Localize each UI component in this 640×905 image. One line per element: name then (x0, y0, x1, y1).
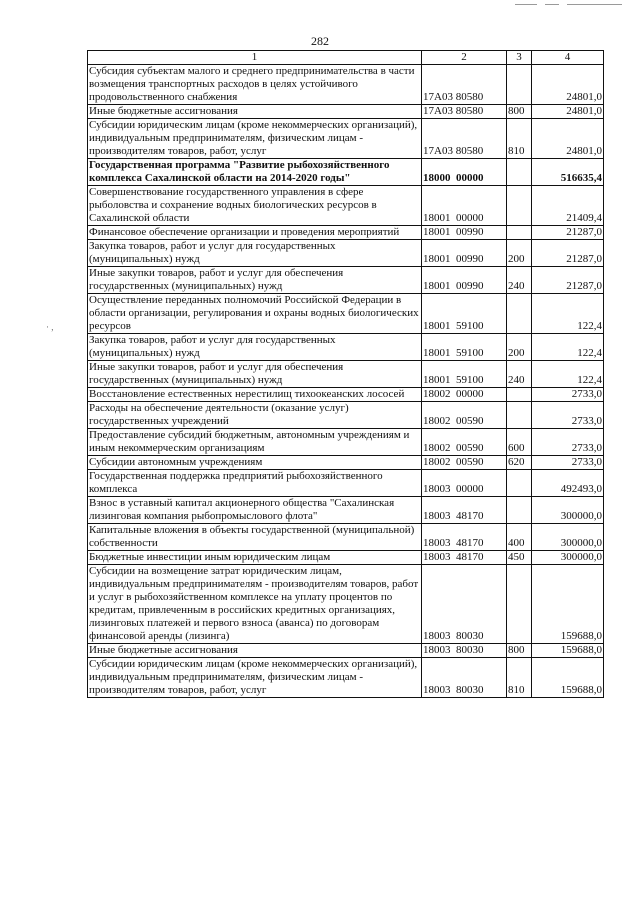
row-name: Восстановление естественных нерестилищ тихоокеанских лососей (88, 388, 422, 402)
row-code: 18002 00590 (422, 429, 507, 456)
budget-table (87, 50, 604, 698)
row-expense-type (507, 294, 532, 334)
table-row (88, 361, 604, 388)
row-name: Взнос в уставный капитал акционерного общества "Сахалинская лизинговая компания рыбопромыслового флота" (88, 497, 422, 524)
row-code: 18003 80030 (422, 658, 507, 698)
row-name: Капитальные вложения в объекты государственной (муниципальной) собственности (88, 524, 422, 551)
row-expense-type: 800 (507, 105, 532, 119)
column-header-3: 3 (507, 51, 532, 65)
row-code: 18003 48170 (422, 551, 507, 565)
row-code: 18002 00590 (422, 402, 507, 429)
row-name: Закупка товаров, работ и услуг для государственных (муниципальных) нужд (88, 240, 422, 267)
row-expense-type: 810 (507, 119, 532, 159)
row-amount: 21409,4 (532, 186, 604, 226)
row-name: Иные закупки товаров, работ и услуг для обеспечения государственных (муниципальных) нужд (88, 361, 422, 388)
row-name: Иные закупки товаров, работ и услуг для обеспечения государственных (муниципальных) нужд (88, 267, 422, 294)
row-amount: 122,4 (532, 334, 604, 361)
row-code: 18002 00590 (422, 456, 507, 470)
row-amount: 122,4 (532, 361, 604, 388)
row-code: 18003 48170 (422, 497, 507, 524)
row-code: 18001 00990 (422, 240, 507, 267)
table-row (88, 497, 604, 524)
row-name: Субсидии юридическим лицам (кроме некоммерческих организаций), индивидуальным предпринимателям, физическим лицам - производителям товаров, работ, услуг (88, 119, 422, 159)
row-expense-type: 400 (507, 524, 532, 551)
row-expense-type (507, 186, 532, 226)
row-amount: 159688,0 (532, 565, 604, 644)
row-expense-type: 240 (507, 361, 532, 388)
row-code: 18001 59100 (422, 294, 507, 334)
scan-edge-marks (515, 2, 625, 8)
row-expense-type (507, 565, 532, 644)
table-row (88, 470, 604, 497)
row-expense-type (507, 470, 532, 497)
scan-speck: · , (46, 322, 54, 332)
table-row (88, 334, 604, 361)
table-body (88, 65, 604, 698)
row-code: 18001 00000 (422, 186, 507, 226)
row-name: Государственная поддержка предприятий рыбохозяйственного комплекса (88, 470, 422, 497)
row-code: 18001 00990 (422, 226, 507, 240)
row-name: Иные бюджетные ассигнования (88, 105, 422, 119)
row-amount: 21287,0 (532, 267, 604, 294)
row-name: Субсидии юридическим лицам (кроме некоммерческих организаций), индивидуальным предпринимателям, физическим лицам - производителям товаров, работ, услуг (88, 658, 422, 698)
row-amount: 300000,0 (532, 497, 604, 524)
table-row (88, 429, 604, 456)
row-name: Осуществление переданных полномочий Российской Федерации в области организации, регулирования и охраны водных биологических ресурсов (88, 294, 422, 334)
row-code: 18002 00000 (422, 388, 507, 402)
row-code: 17А03 80580 (422, 65, 507, 105)
row-amount: 21287,0 (532, 226, 604, 240)
row-amount: 159688,0 (532, 658, 604, 698)
table-row (88, 565, 604, 644)
page-number: 282 (311, 34, 329, 48)
table-row (88, 65, 604, 105)
row-expense-type: 450 (507, 551, 532, 565)
row-amount: 516635,4 (532, 159, 604, 186)
row-expense-type: 200 (507, 334, 532, 361)
row-amount: 2733,0 (532, 402, 604, 429)
row-code: 18001 00990 (422, 267, 507, 294)
row-amount: 24801,0 (532, 119, 604, 159)
row-code: 18003 80030 (422, 565, 507, 644)
row-amount: 2733,0 (532, 388, 604, 402)
table-row (88, 644, 604, 658)
row-expense-type: 800 (507, 644, 532, 658)
table-row (88, 551, 604, 565)
row-expense-type (507, 497, 532, 524)
table-row (88, 226, 604, 240)
table-row (88, 186, 604, 226)
row-name: Иные бюджетные ассигнования (88, 644, 422, 658)
row-amount: 159688,0 (532, 644, 604, 658)
row-code: 17А03 80580 (422, 119, 507, 159)
table-row (88, 388, 604, 402)
row-code: 18003 00000 (422, 470, 507, 497)
row-expense-type (507, 226, 532, 240)
row-code: 17А03 80580 (422, 105, 507, 119)
row-name: Бюджетные инвестиции иным юридическим лицам (88, 551, 422, 565)
row-name: Закупка товаров, работ и услуг для государственных (муниципальных) нужд (88, 334, 422, 361)
row-code: 18003 48170 (422, 524, 507, 551)
column-header-4: 4 (532, 51, 604, 65)
row-expense-type: 200 (507, 240, 532, 267)
column-header-1: 1 (88, 51, 422, 65)
table-row (88, 105, 604, 119)
row-expense-type (507, 388, 532, 402)
row-amount: 21287,0 (532, 240, 604, 267)
row-expense-type: 810 (507, 658, 532, 698)
row-name: Расходы на обеспечение деятельности (оказание услуг) государственных учреждений (88, 402, 422, 429)
row-name: Совершенствование государственного управления в сфере рыболовства и сохранение водных биологических ресурсов в Сахалинской области (88, 186, 422, 226)
table-row (88, 524, 604, 551)
table-row (88, 402, 604, 429)
row-name: Субсидии автономным учреждениям (88, 456, 422, 470)
row-amount: 300000,0 (532, 524, 604, 551)
table-row (88, 119, 604, 159)
table-row (88, 159, 604, 186)
row-expense-type (507, 402, 532, 429)
row-amount: 122,4 (532, 294, 604, 334)
row-amount: 2733,0 (532, 429, 604, 456)
row-code: 18003 80030 (422, 644, 507, 658)
row-name: Субсидии на возмещение затрат юридическим лицам, индивидуальным предпринимателям - производителям товаров, работ и услуг в рыбохозяйственном комплексе на уплату процентов по кредитам, привлеченным в российских кредитных организациях, лизинговых платежей и первого взноса (аванса) по договорам финансовой аренды (лизинга) (88, 565, 422, 644)
row-name: Государственная программа "Развитие рыбохозяйственного комплекса Сахалинской области на 2014-2020 годы" (88, 159, 422, 186)
row-expense-type (507, 65, 532, 105)
row-amount: 2733,0 (532, 456, 604, 470)
table-row (88, 240, 604, 267)
row-expense-type: 240 (507, 267, 532, 294)
table-row (88, 456, 604, 470)
row-name: Субсидия субъектам малого и среднего предпринимательства в части возмещения транспортных расходов в целях устойчивого продовольственного снабжения (88, 65, 422, 105)
row-expense-type: 620 (507, 456, 532, 470)
row-expense-type: 600 (507, 429, 532, 456)
row-code: 18001 59100 (422, 334, 507, 361)
row-code: 18000 00000 (422, 159, 507, 186)
row-amount: 24801,0 (532, 105, 604, 119)
row-expense-type (507, 159, 532, 186)
row-amount: 24801,0 (532, 65, 604, 105)
row-amount: 492493,0 (532, 470, 604, 497)
row-code: 18001 59100 (422, 361, 507, 388)
row-amount: 300000,0 (532, 551, 604, 565)
column-header-2: 2 (422, 51, 507, 65)
row-name: Финансовое обеспечение организации и проведения мероприятий (88, 226, 422, 240)
table-row (88, 267, 604, 294)
table-row (88, 658, 604, 698)
row-name: Предоставление субсидий бюджетным, автономным учреждениям и иным некоммерческим организациям (88, 429, 422, 456)
table-row (88, 294, 604, 334)
column-number-row (88, 51, 604, 65)
